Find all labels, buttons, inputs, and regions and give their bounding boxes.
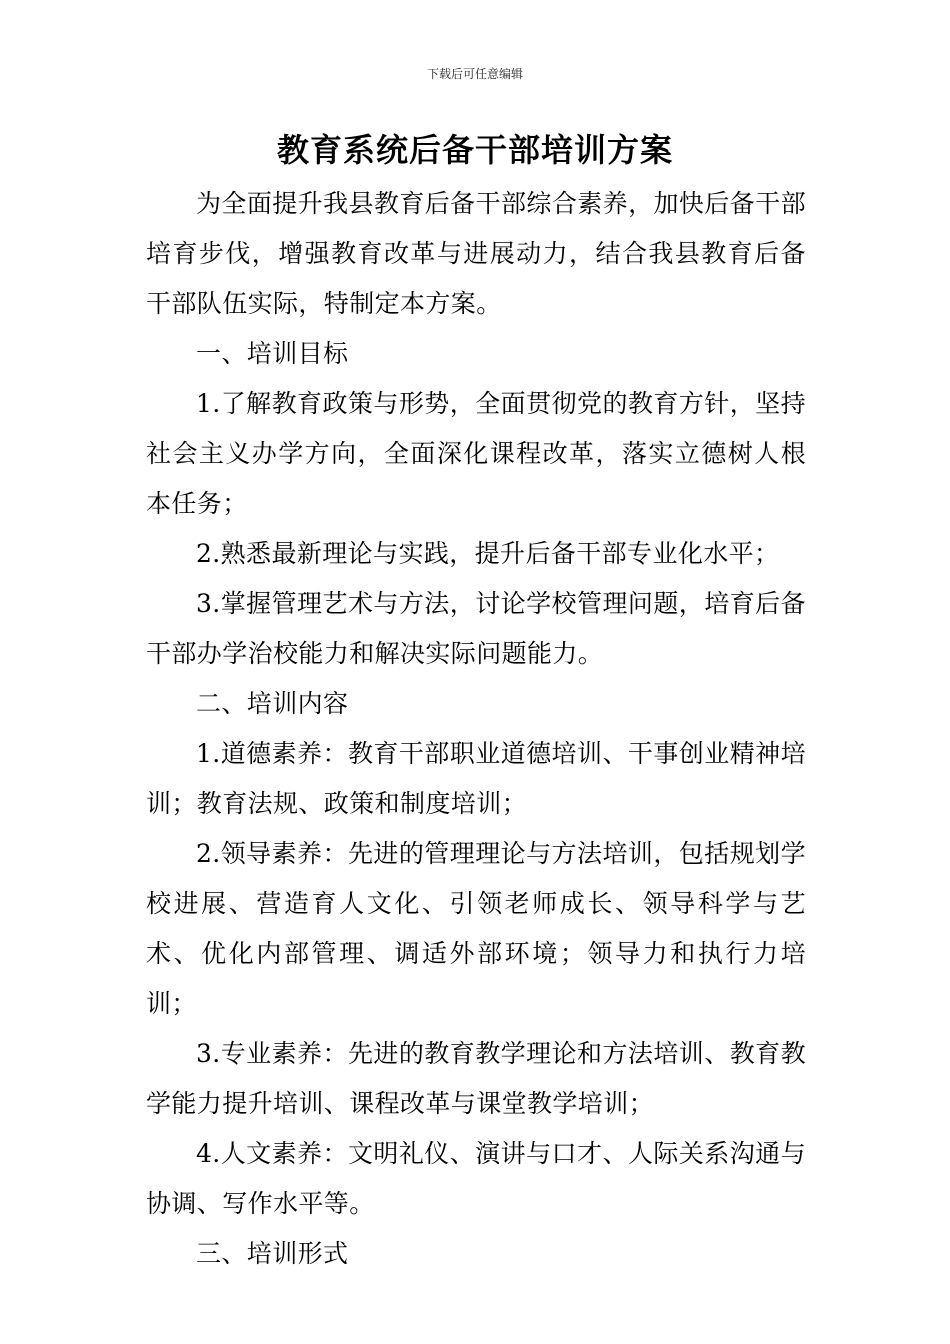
section-heading-goals: 一、培训目标 xyxy=(196,339,349,368)
section-heading-format: 三、培训形式 xyxy=(196,1239,349,1268)
goal-item-1: 1.了解教育政策与形势，全面贯彻党的教育方针，坚持社会主义办学方向，全面深化课程改革，落实立德树人根本任务； xyxy=(146,389,806,518)
content-item-3: 3.专业素养：先进的教育教学理论和方法培训、教育教学能力提升培训、课程改革与课堂教学培训； xyxy=(146,1039,806,1118)
goal-item-3: 3.掌握管理艺术与方法，讨论学校管理问题，培育后备干部办学治校能力和解决实际问题能力。 xyxy=(146,589,806,668)
document-title: 教育系统后备干部培训方案 xyxy=(276,131,673,169)
content-item-1: 1.道德素养：教育干部职业道德培训、干事创业精神培训；教育法规、政策和制度培训； xyxy=(146,739,806,818)
content-item-2: 2.领导素养：先进的管理理论与方法培训，包括规划学校进展、营造育人文化、引领老师成长、领导科学与艺术、优化内部管理、调适外部环境；领导力和执行力培训； xyxy=(146,839,806,1018)
goal-item-2: 2.熟悉最新理论与实践，提升后备干部专业化水平； xyxy=(196,539,780,568)
header-note: 下载后可任意编辑 xyxy=(426,67,523,81)
intro-paragraph: 为全面提升我县教育后备干部综合素养，加快后备干部培育步伐，增强教育改革与进展动力，结合我县教育后备干部队伍实际，特制定本方案。 xyxy=(146,189,806,318)
section-heading-content: 二、培训内容 xyxy=(196,689,349,718)
content-item-4: 4.人文素养：文明礼仪、演讲与口才、人际关系沟通与协调、写作水平等。 xyxy=(146,1139,806,1218)
document-body xyxy=(146,179,806,1279)
